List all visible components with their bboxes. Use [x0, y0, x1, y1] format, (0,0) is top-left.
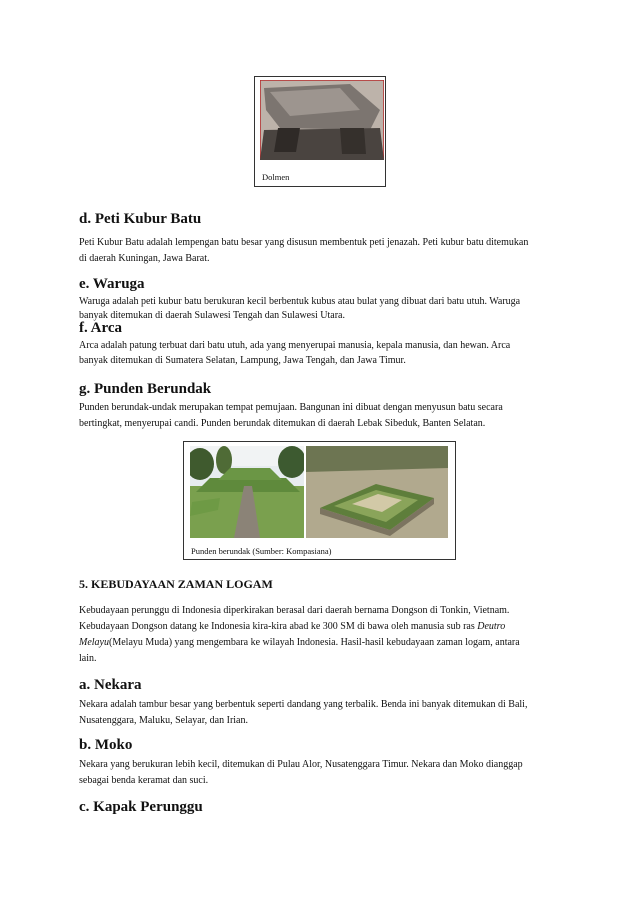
paragraph-arca-line1: Arca adalah patung terbuat dari batu utuh, ada yang menyerupai manusia, kepala manusia, dan hewan. Arca: [79, 340, 511, 351]
paragraph-waruga-line2: banyak ditemukan di daerah Sulawesi Tengah dan Sulawesi Utara.: [79, 310, 345, 321]
paragraph-waruga-line1: Waruga adalah peti kubur batu berukuran kecil berbentuk kubus atau bulat yang dibuat dari batu utuh. Waruga: [79, 296, 521, 307]
dolmen-figure: [254, 76, 386, 187]
paragraph-punden-line2: bertingkat, menyerupai candi. Punden berundak ditemukan di daerah Lebak Sibeduk, Banten Selatan.: [79, 418, 486, 429]
heading-waruga: e. Waruga: [79, 276, 145, 292]
punden-caption: Punden berundak (Sumber: Kompasiana): [191, 546, 332, 556]
paragraph-logam-line3-text: (Melayu Muda) yang mengembara ke wilayah Indonesia. Hasil-hasil kebudayaan zaman logam, antara: [109, 637, 520, 648]
paragraph-logam-line2: [79, 619, 564, 636]
paragraph-nekara-line1: Nekara adalah tambur besar yang berbentuk seperti dandang yang terbalik. Benda ini banyak ditemukan di Bali,: [79, 699, 528, 710]
heading-kebudayaan-zaman-logam: 5. KEBUDAYAAN ZAMAN LOGAM: [79, 577, 273, 591]
paragraph-logam-italic-melayu: Melayu: [79, 637, 109, 648]
heading-arca: f. Arca: [79, 320, 123, 336]
paragraph-punden-line1: Punden berundak-undak merupakan tempat pemujaan. Bangunan ini dibuat dengan menyusun batu secara: [79, 402, 503, 413]
heading-moko: b. Moko: [79, 737, 133, 753]
paragraph-nekara-line2: Nusatenggara, Maluku, Selayar, dan Irian.: [79, 715, 248, 726]
punden-photo-right: [306, 446, 448, 538]
paragraph-arca-line2: banyak ditemukan di Sumatera Selatan, Lampung, Jawa Tengah, dan Jawa Timur.: [79, 355, 406, 366]
paragraph-logam-line2-text: Kebudayaan Dongson datang ke Indonesia kira-kira abad ke 300 SM di bawa oleh manusia sub ras: [79, 621, 475, 632]
paragraph-moko-line2: sebagai benda keramat dan suci.: [79, 775, 209, 786]
paragraph-peti-kubur-batu-line2: di daerah Kuningan, Jawa Barat.: [79, 253, 210, 264]
heading-kapak-perunggu: c. Kapak Perunggu: [79, 799, 203, 815]
heading-punden-berundak: g. Punden Berundak: [79, 381, 212, 397]
punden-photo-left: [190, 446, 304, 538]
paragraph-logam-line4: lain.: [79, 653, 97, 664]
dolmen-photo: [260, 80, 384, 160]
paragraph-peti-kubur-batu-line1: Peti Kubur Batu adalah lempengan batu besar yang disusun membentuk peti jenazah. Peti kubur batu ditemukan: [79, 237, 529, 248]
punden-figure: [183, 441, 456, 560]
paragraph-logam-italic-deutro: Deutro: [477, 621, 506, 632]
heading-peti-kubur-batu: d. Peti Kubur Batu: [79, 211, 202, 227]
dolmen-caption: Dolmen: [262, 172, 290, 182]
paragraph-logam-line1: Kebudayaan perunggu di Indonesia diperkirakan berasal dari daerah bernama Dongson di Tonkin, Vietnam.: [79, 605, 510, 616]
paragraph-logam-line3: [79, 635, 564, 652]
paragraph-moko-line1: Nekara yang berukuran lebih kecil, ditemukan di Pulau Alor, Nusatenggara Timur. Nekara dan Moko dianggap: [79, 759, 523, 770]
heading-nekara: a. Nekara: [79, 677, 142, 693]
